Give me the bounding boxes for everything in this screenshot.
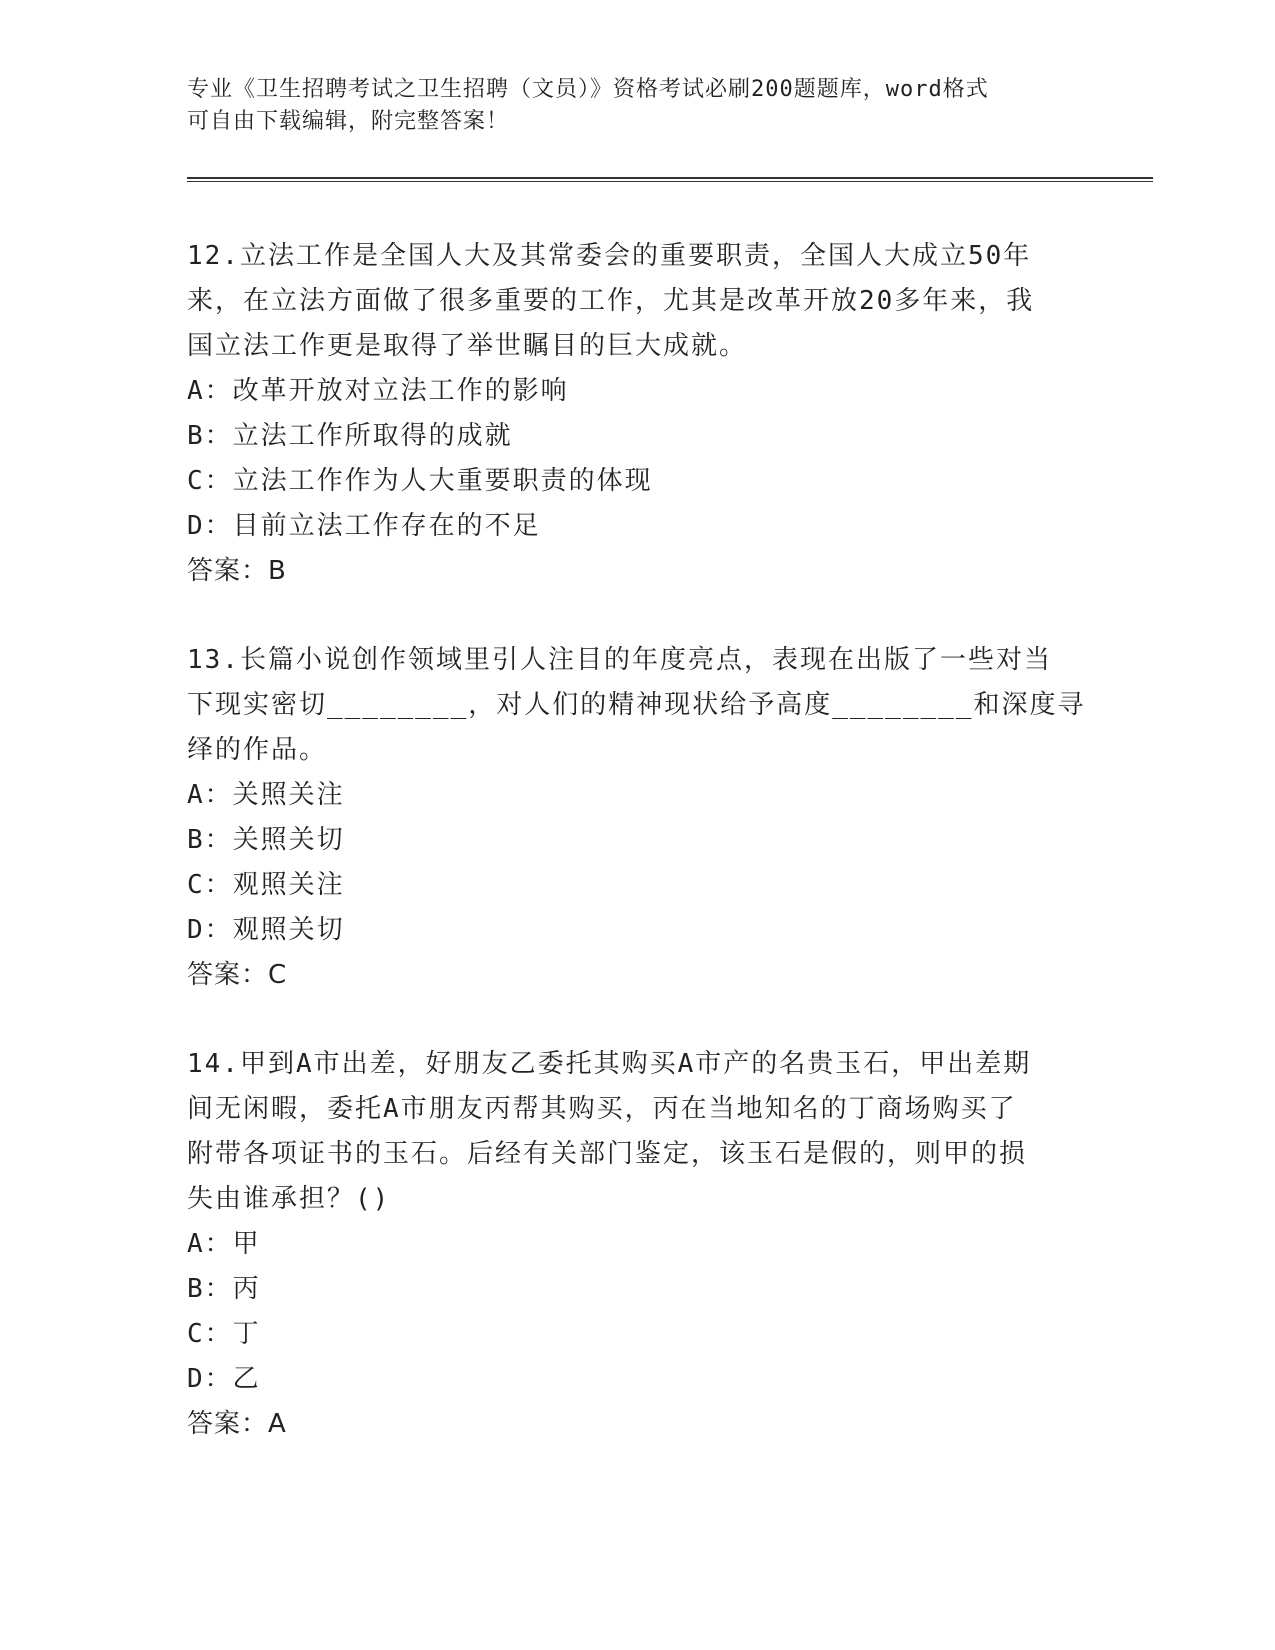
question-text-line: 来，在立法方面做了很多重要的工作，尤其是改革开放20多年来，我 [187,286,1035,316]
answer-line: 答案：C [187,960,288,990]
option-c: C：丁 [187,1319,261,1349]
option-b: B：丙 [187,1274,261,1304]
option-a: A：改革开放对立法工作的影响 [187,376,569,406]
question-13 [187,638,1087,998]
question-text-line: 绎的作品。 [187,735,328,765]
document-header [187,74,1067,138]
question-list [187,234,1087,1491]
question-text-line: 失由谁承担？() [187,1184,391,1214]
option-d: D：目前立法工作存在的不足 [187,511,541,541]
answer-line: 答案：A [187,1409,287,1439]
header-line: 专业《卫生招聘考试之卫生招聘（文员）》资格考试必刷200题题库，word格式 [187,77,989,102]
header-divider [187,177,1153,182]
option-d: D：乙 [187,1364,261,1394]
question-text-line: 国立法工作更是取得了举世瞩目的巨大成就。 [187,331,748,361]
answer-line: 答案：B [187,556,287,586]
option-b: B：立法工作所取得的成就 [187,421,513,451]
option-b: B：关照关切 [187,825,345,855]
question-text-line: 间无闲暇，委托A市朋友丙帮其购买，丙在当地知名的丁商场购买了 [187,1094,1017,1124]
question-text-line: 下现实密切________，对人们的精神现状给予高度________和深度寻 [187,690,1086,720]
question-14 [187,1042,1087,1447]
option-c: C：观照关注 [187,870,345,900]
option-d: D：观照关切 [187,915,345,945]
header-line: 可自由下载编辑，附完整答案！ [187,109,510,134]
question-12 [187,234,1087,594]
option-c: C：立法工作作为人大重要职责的体现 [187,466,653,496]
option-a: A：甲 [187,1229,261,1259]
question-text-line: 13.长篇小说创作领域里引人注目的年度亮点，表现在出版了一些对当 [187,645,1052,675]
question-text-line: 附带各项证书的玉石。后经有关部门鉴定，该玉石是假的，则甲的损 [187,1139,1028,1169]
option-a: A：关照关注 [187,780,345,810]
question-text-line: 12.立法工作是全国人大及其常委会的重要职责，全国人大成立50年 [187,241,1032,271]
question-text-line: 14.甲到A市出差，好朋友乙委托其购买A市产的名贵玉石，甲出差期 [187,1049,1032,1079]
